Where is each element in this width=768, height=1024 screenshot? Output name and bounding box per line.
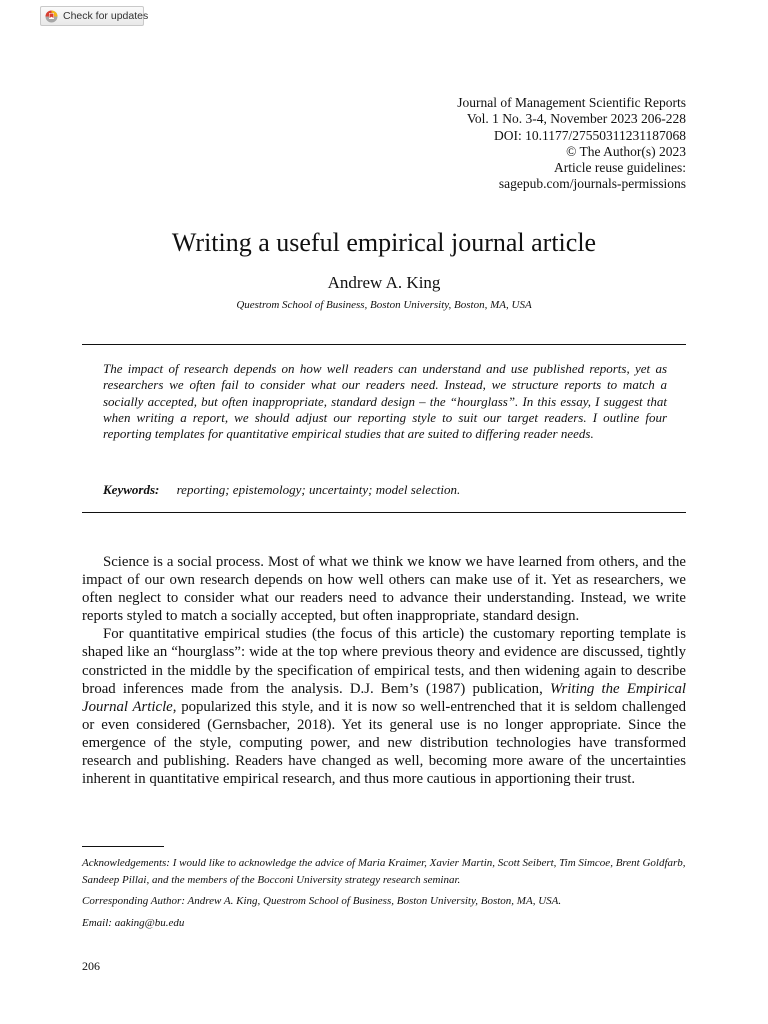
journal-name: Journal of Management Scientific Reports — [457, 95, 686, 110]
corresponding-author: Corresponding Author: Andrew A. King, Questrom School of Business, Boston University, Boston, MA, USA. — [82, 895, 562, 907]
body-paragraph-1: Science is a social process. Most of what we think we know we have learned from others, and the impact of our own research depends on how well others can make use of it. Yet as researchers, we often neglect to consider what our readers need to advance their understanding. Instead, we write reports styled to match a socially accepted, but often inappropriate, standard design. — [82, 554, 686, 625]
footnotes — [82, 855, 686, 936]
article-author: Andrew A. King — [327, 273, 441, 292]
author-affiliation: Questrom School of Business, Boston University, Boston, MA, USA — [236, 299, 532, 311]
article-title: Writing a useful empirical journal article — [171, 228, 597, 257]
acknowledgements: Acknowledgements: I would like to acknowledge the advice of Maria Kraimer, Xavier Martin, Scott Seibert, Tim Simcoe, Brent Goldfarb, Sandeep Pillai, and the members of the Bocconi University strategy research seminar. — [82, 857, 686, 886]
keywords — [103, 482, 460, 498]
footnote-divider — [82, 846, 164, 847]
author-email[interactable]: Email: aaking@bu.edu — [82, 916, 185, 929]
reuse-guidelines-label: Article reuse guidelines: — [554, 160, 686, 176]
journal-metadata — [457, 95, 686, 193]
body-text — [82, 553, 686, 788]
journal-doi[interactable]: DOI: 10.1177/27550311231187068 — [494, 127, 686, 143]
journal-issue: Vol. 1 No. 3-4, November 2023 206-228 — [466, 111, 686, 127]
body-paragraph-2-part-1: For quantitative empirical studies (the focus of this article) the customary reporting template is shaped like an “hourglass”: wide at the top where previous theory and evidence are discussed, tightly constricted in the middle by the specification of empirical tests, and then widening again to describe broad inferences made from the analysis. D.J. Bem’s (1987) publication, — [82, 626, 686, 697]
abstract-bottom-divider — [82, 512, 686, 513]
journal-copyright: © The Author(s) 2023 — [566, 143, 686, 159]
abstract-top-divider — [82, 344, 686, 345]
check-for-updates-button[interactable] — [40, 6, 149, 26]
keywords-list: reporting; epistemology; uncertainty; model selection. — [176, 482, 461, 497]
page-number: 206 — [82, 959, 100, 973]
abstract: The impact of research depends on how well readers can understand and use published reports, yet as researchers we often fail to consider what our readers need. Instead, we structure reports to match a socially accepted, but often inappropriate, standard design – the “hourglass”. In this essay, I suggest that when writing a report, we should adjust our reporting style to suit our target readers. I outline four reporting templates for quantitative empirical studies that are suited to differing reader needs. — [103, 361, 667, 442]
crossmark-icon — [45, 10, 58, 23]
reuse-guidelines-link[interactable]: sagepub.com/journals-permissions — [498, 176, 686, 192]
body-paragraph-2 — [82, 625, 686, 788]
body-paragraph-2-part-2: , popularized this style, and it is now so well-entrenched that it is seldom challenged or even considered (Gernsbacher, 2018). Yet its general use is no longer appropriate. Since the emergence of the style, computing power, and new distribution technologies have transformed research and publishing. Readers have changed as well, becoming more aware of the uncertainties inherent in quantitative empirical research, and thus more cautious in apportioning their trust. — [82, 698, 686, 788]
keywords-label: Keywords: — [103, 482, 160, 497]
check-for-updates-label: Check for updates — [63, 10, 149, 22]
cited-book-title: Writing the Empirical Journal Article — [82, 680, 686, 715]
